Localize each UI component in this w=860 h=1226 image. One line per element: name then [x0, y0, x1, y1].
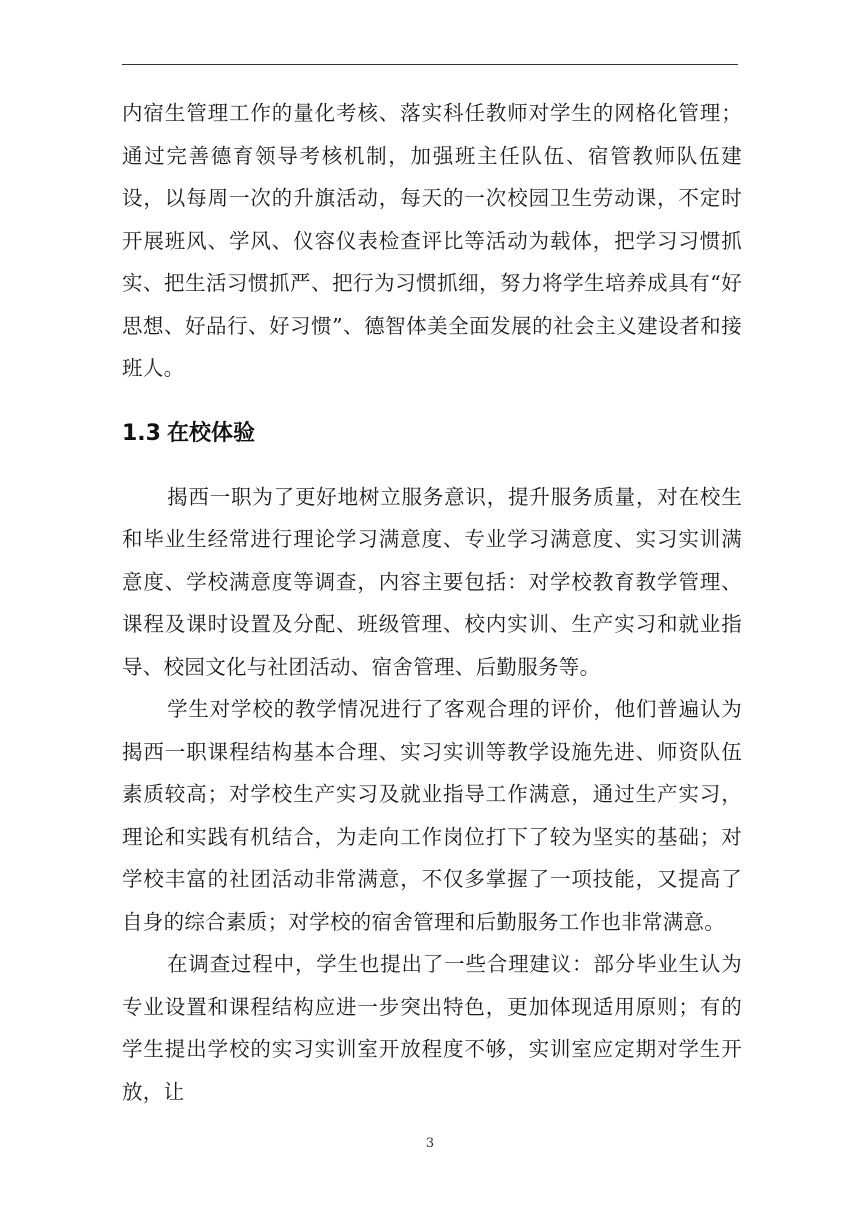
- paragraph-survey: 揭西一职为了更好地树立服务意识，提升服务质量，对在校生和毕业生经常进行理论学习满意度、专业学习满意度、实习实训满意度、学校满意度等调查，内容主要包括：对学校教育教学管理、课程及课时设置及分配、班级管理、校内实训、生产实习和就业指导、校园文化与社团活动、宿舍管理、后勤服务等。: [122, 484, 742, 679]
- intro-paragraph: 内宿生管理工作的量化考核、落实科任教师对学生的网格化管理；通过完善德育领导考核机制，加强班主任队伍、宿管教师队伍建设，以每周一次的升旗活动，每天的一次校园卫生劳动课，不定时开展班风、学风、仪容仪表检查评比等活动为载体，把学习习惯抓实、把生活习惯抓严、把行为习惯抓细，努力将学生培养成具有“好思想、好品行、好习惯”、德智体美全面发展的社会主义建设者和接班人。: [122, 101, 742, 380]
- page-number: 3: [425, 1136, 435, 1151]
- section-title: 在校体验: [166, 420, 255, 446]
- paragraph-suggestions: 在调查过程中，学生也提出了一些合理建议：部分毕业生认为专业设置和课程结构应进一步突出特色，更加体现适用原则；有的学生提出学校的实习实训室开放程度不够，实训室应定期对学生开放，让: [122, 952, 742, 1104]
- document-body: [122, 92, 742, 1113]
- header-rule: [122, 64, 738, 65]
- section-heading: [122, 414, 742, 454]
- section-number: 1.3: [122, 420, 161, 446]
- paragraph-evaluation: 学生对学校的教学情况进行了客观合理的评价，他们普遍认为揭西一职课程结构基本合理、实习实训等教学设施先进、师资队伍素质较高；对学校生产实习及就业指导工作满意，通过生产实习，理论和实践有机结合，为走向工作岗位打下了较为坚实的基础；对学校丰富的社团活动非常满意，不仅多掌握了一项技能，又提高了自身的综合素质；对学校的宿舍管理和后勤服务工作也非常满意。: [122, 697, 742, 934]
